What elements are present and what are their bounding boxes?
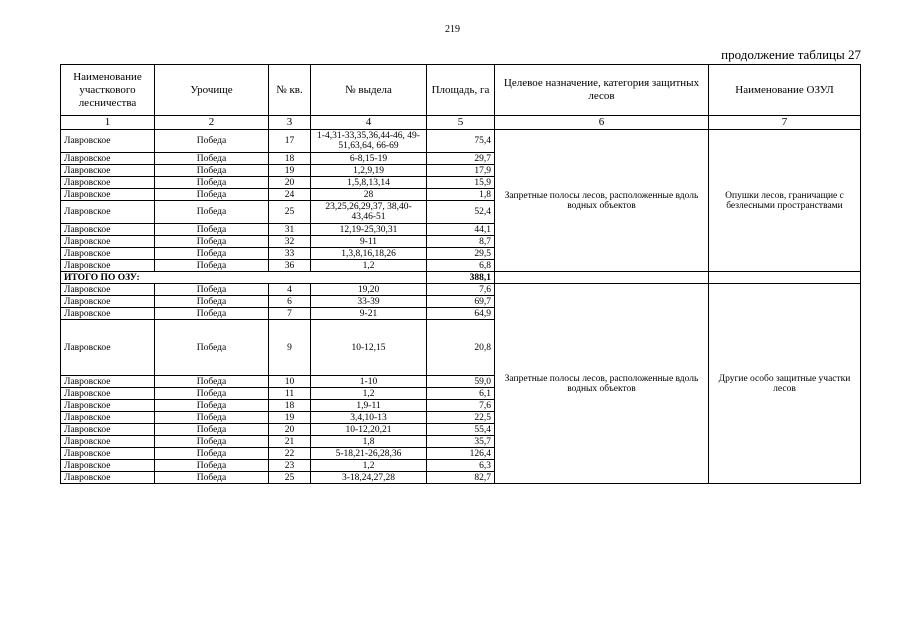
cell-quarter: 31 <box>269 224 311 236</box>
header-purpose: Целевое назначение, категория защитных лесов <box>495 65 709 116</box>
cell-area: 35,7 <box>427 436 495 448</box>
cell-tract: Победа <box>155 412 269 424</box>
cell-forestry: Лавровское <box>61 130 155 153</box>
cell-quarter: 22 <box>269 448 311 460</box>
cell-quarter: 25 <box>269 472 311 484</box>
cell-forestry: Лавровское <box>61 189 155 201</box>
cell-forestry: Лавровское <box>61 424 155 436</box>
cell-quarter: 6 <box>269 296 311 308</box>
cell-section: 1-4,31-33,35,36,44-46, 49-51,63,64, 66-69 <box>311 130 427 153</box>
cell-forestry: Лавровское <box>61 153 155 165</box>
cell-tract: Победа <box>155 236 269 248</box>
total-empty-cell <box>709 272 861 284</box>
cell-section: 23,25,26,29,37, 38,40-43,46-51 <box>311 201 427 224</box>
cell-area: 7,6 <box>427 400 495 412</box>
cell-tract: Победа <box>155 130 269 153</box>
header-quarter: № кв. <box>269 65 311 116</box>
cell-section: 19,20 <box>311 284 427 296</box>
cell-forestry: Лавровское <box>61 376 155 388</box>
column-number: 1 <box>61 116 155 130</box>
cell-area: 82,7 <box>427 472 495 484</box>
cell-purpose: Запретные полосы лесов, расположенные вдоль водных объектов <box>495 284 709 484</box>
cell-tract: Победа <box>155 436 269 448</box>
cell-quarter: 21 <box>269 436 311 448</box>
cell-tract: Победа <box>155 177 269 189</box>
cell-tract: Победа <box>155 472 269 484</box>
table-row <box>61 284 861 296</box>
cell-tract: Победа <box>155 189 269 201</box>
cell-tract: Победа <box>155 400 269 412</box>
cell-quarter: 10 <box>269 376 311 388</box>
total-label: ИТОГО ПО ОЗУ: <box>61 272 427 284</box>
cell-area: 44,1 <box>427 224 495 236</box>
cell-tract: Победа <box>155 165 269 177</box>
cell-area: 75,4 <box>427 130 495 153</box>
cell-tract: Победа <box>155 284 269 296</box>
column-number: 3 <box>269 116 311 130</box>
cell-quarter: 25 <box>269 201 311 224</box>
cell-quarter: 23 <box>269 460 311 472</box>
cell-area: 8,7 <box>427 236 495 248</box>
cell-quarter: 9 <box>269 320 311 376</box>
total-row <box>61 272 861 284</box>
cell-section: 3,4,10-13 <box>311 412 427 424</box>
table-row <box>61 130 861 153</box>
cell-forestry: Лавровское <box>61 201 155 224</box>
cell-quarter: 19 <box>269 412 311 424</box>
cell-forestry: Лавровское <box>61 460 155 472</box>
cell-area: 15,9 <box>427 177 495 189</box>
cell-area: 29,7 <box>427 153 495 165</box>
forest-areas-table <box>60 64 861 484</box>
header-tract: Урочище <box>155 65 269 116</box>
cell-area: 7,6 <box>427 284 495 296</box>
cell-section: 6-8,15-19 <box>311 153 427 165</box>
cell-forestry: Лавровское <box>61 248 155 260</box>
cell-forestry: Лавровское <box>61 260 155 272</box>
cell-section: 1,9-11 <box>311 400 427 412</box>
cell-area: 55,4 <box>427 424 495 436</box>
cell-section: 33-39 <box>311 296 427 308</box>
column-number: 4 <box>311 116 427 130</box>
cell-ozul: Другие особо защитные участки лесов <box>709 284 861 484</box>
column-number: 5 <box>427 116 495 130</box>
cell-area: 69,7 <box>427 296 495 308</box>
cell-quarter: 32 <box>269 236 311 248</box>
cell-section: 1-10 <box>311 376 427 388</box>
cell-area: 6,3 <box>427 460 495 472</box>
cell-forestry: Лавровское <box>61 448 155 460</box>
cell-section: 10-12,20,21 <box>311 424 427 436</box>
header-ozul: Наименование ОЗУЛ <box>709 65 861 116</box>
cell-quarter: 33 <box>269 248 311 260</box>
cell-quarter: 36 <box>269 260 311 272</box>
cell-tract: Победа <box>155 320 269 376</box>
cell-area: 59,0 <box>427 376 495 388</box>
cell-section: 3-18,24,27,28 <box>311 472 427 484</box>
cell-forestry: Лавровское <box>61 308 155 320</box>
cell-tract: Победа <box>155 424 269 436</box>
cell-section: 1,3,8,16,18,26 <box>311 248 427 260</box>
cell-tract: Победа <box>155 308 269 320</box>
column-number: 7 <box>709 116 861 130</box>
cell-section: 10-12,15 <box>311 320 427 376</box>
cell-area: 126,4 <box>427 448 495 460</box>
cell-forestry: Лавровское <box>61 165 155 177</box>
cell-quarter: 17 <box>269 130 311 153</box>
cell-forestry: Лавровское <box>61 236 155 248</box>
cell-section: 1,2,9,19 <box>311 165 427 177</box>
cell-area: 22,5 <box>427 412 495 424</box>
cell-forestry: Лавровское <box>61 320 155 376</box>
cell-forestry: Лавровское <box>61 472 155 484</box>
cell-quarter: 4 <box>269 284 311 296</box>
header-area: Площадь, га <box>427 65 495 116</box>
cell-section: 9-11 <box>311 236 427 248</box>
cell-section: 1,2 <box>311 460 427 472</box>
cell-tract: Победа <box>155 376 269 388</box>
cell-forestry: Лавровское <box>61 296 155 308</box>
cell-quarter: 18 <box>269 153 311 165</box>
cell-forestry: Лавровское <box>61 284 155 296</box>
header-section: № выдела <box>311 65 427 116</box>
cell-forestry: Лавровское <box>61 436 155 448</box>
cell-forestry: Лавровское <box>61 412 155 424</box>
cell-area: 64,9 <box>427 308 495 320</box>
column-number: 2 <box>155 116 269 130</box>
cell-area: 20,8 <box>427 320 495 376</box>
cell-tract: Победа <box>155 388 269 400</box>
column-number-row <box>61 116 861 130</box>
cell-area: 1,8 <box>427 189 495 201</box>
header-forestry: Наименование участкового лесничества <box>61 65 155 116</box>
cell-section: 1,8 <box>311 436 427 448</box>
cell-forestry: Лавровское <box>61 388 155 400</box>
cell-section: 1,5,8,13,14 <box>311 177 427 189</box>
cell-quarter: 18 <box>269 400 311 412</box>
cell-tract: Победа <box>155 224 269 236</box>
total-value: 388,1 <box>427 272 495 284</box>
cell-area: 17,9 <box>427 165 495 177</box>
cell-quarter: 7 <box>269 308 311 320</box>
header-row <box>61 65 861 116</box>
column-number: 6 <box>495 116 709 130</box>
cell-quarter: 24 <box>269 189 311 201</box>
cell-area: 6,1 <box>427 388 495 400</box>
cell-area: 6,8 <box>427 260 495 272</box>
cell-forestry: Лавровское <box>61 400 155 412</box>
cell-section: 5-18,21-26,28,36 <box>311 448 427 460</box>
cell-purpose: Запретные полосы лесов, расположенные вдоль водных объектов <box>495 130 709 272</box>
cell-tract: Победа <box>155 260 269 272</box>
cell-tract: Победа <box>155 460 269 472</box>
cell-forestry: Лавровское <box>61 224 155 236</box>
cell-tract: Победа <box>155 448 269 460</box>
cell-section: 28 <box>311 189 427 201</box>
table-continuation-label: продолжение таблицы 27 <box>721 47 861 62</box>
cell-forestry: Лавровское <box>61 177 155 189</box>
cell-quarter: 20 <box>269 177 311 189</box>
cell-quarter: 11 <box>269 388 311 400</box>
cell-quarter: 19 <box>269 165 311 177</box>
cell-section: 12,19-25,30,31 <box>311 224 427 236</box>
page-number: 219 <box>445 24 460 35</box>
cell-area: 29,5 <box>427 248 495 260</box>
total-empty-cell <box>495 272 709 284</box>
cell-section: 9-21 <box>311 308 427 320</box>
cell-tract: Победа <box>155 153 269 165</box>
cell-area: 52,4 <box>427 201 495 224</box>
cell-tract: Победа <box>155 201 269 224</box>
cell-tract: Победа <box>155 248 269 260</box>
cell-section: 1,2 <box>311 388 427 400</box>
cell-section: 1,2 <box>311 260 427 272</box>
cell-quarter: 20 <box>269 424 311 436</box>
cell-ozul: Опушки лесов, граничащие с безлесными пространствами <box>709 130 861 272</box>
cell-tract: Победа <box>155 296 269 308</box>
